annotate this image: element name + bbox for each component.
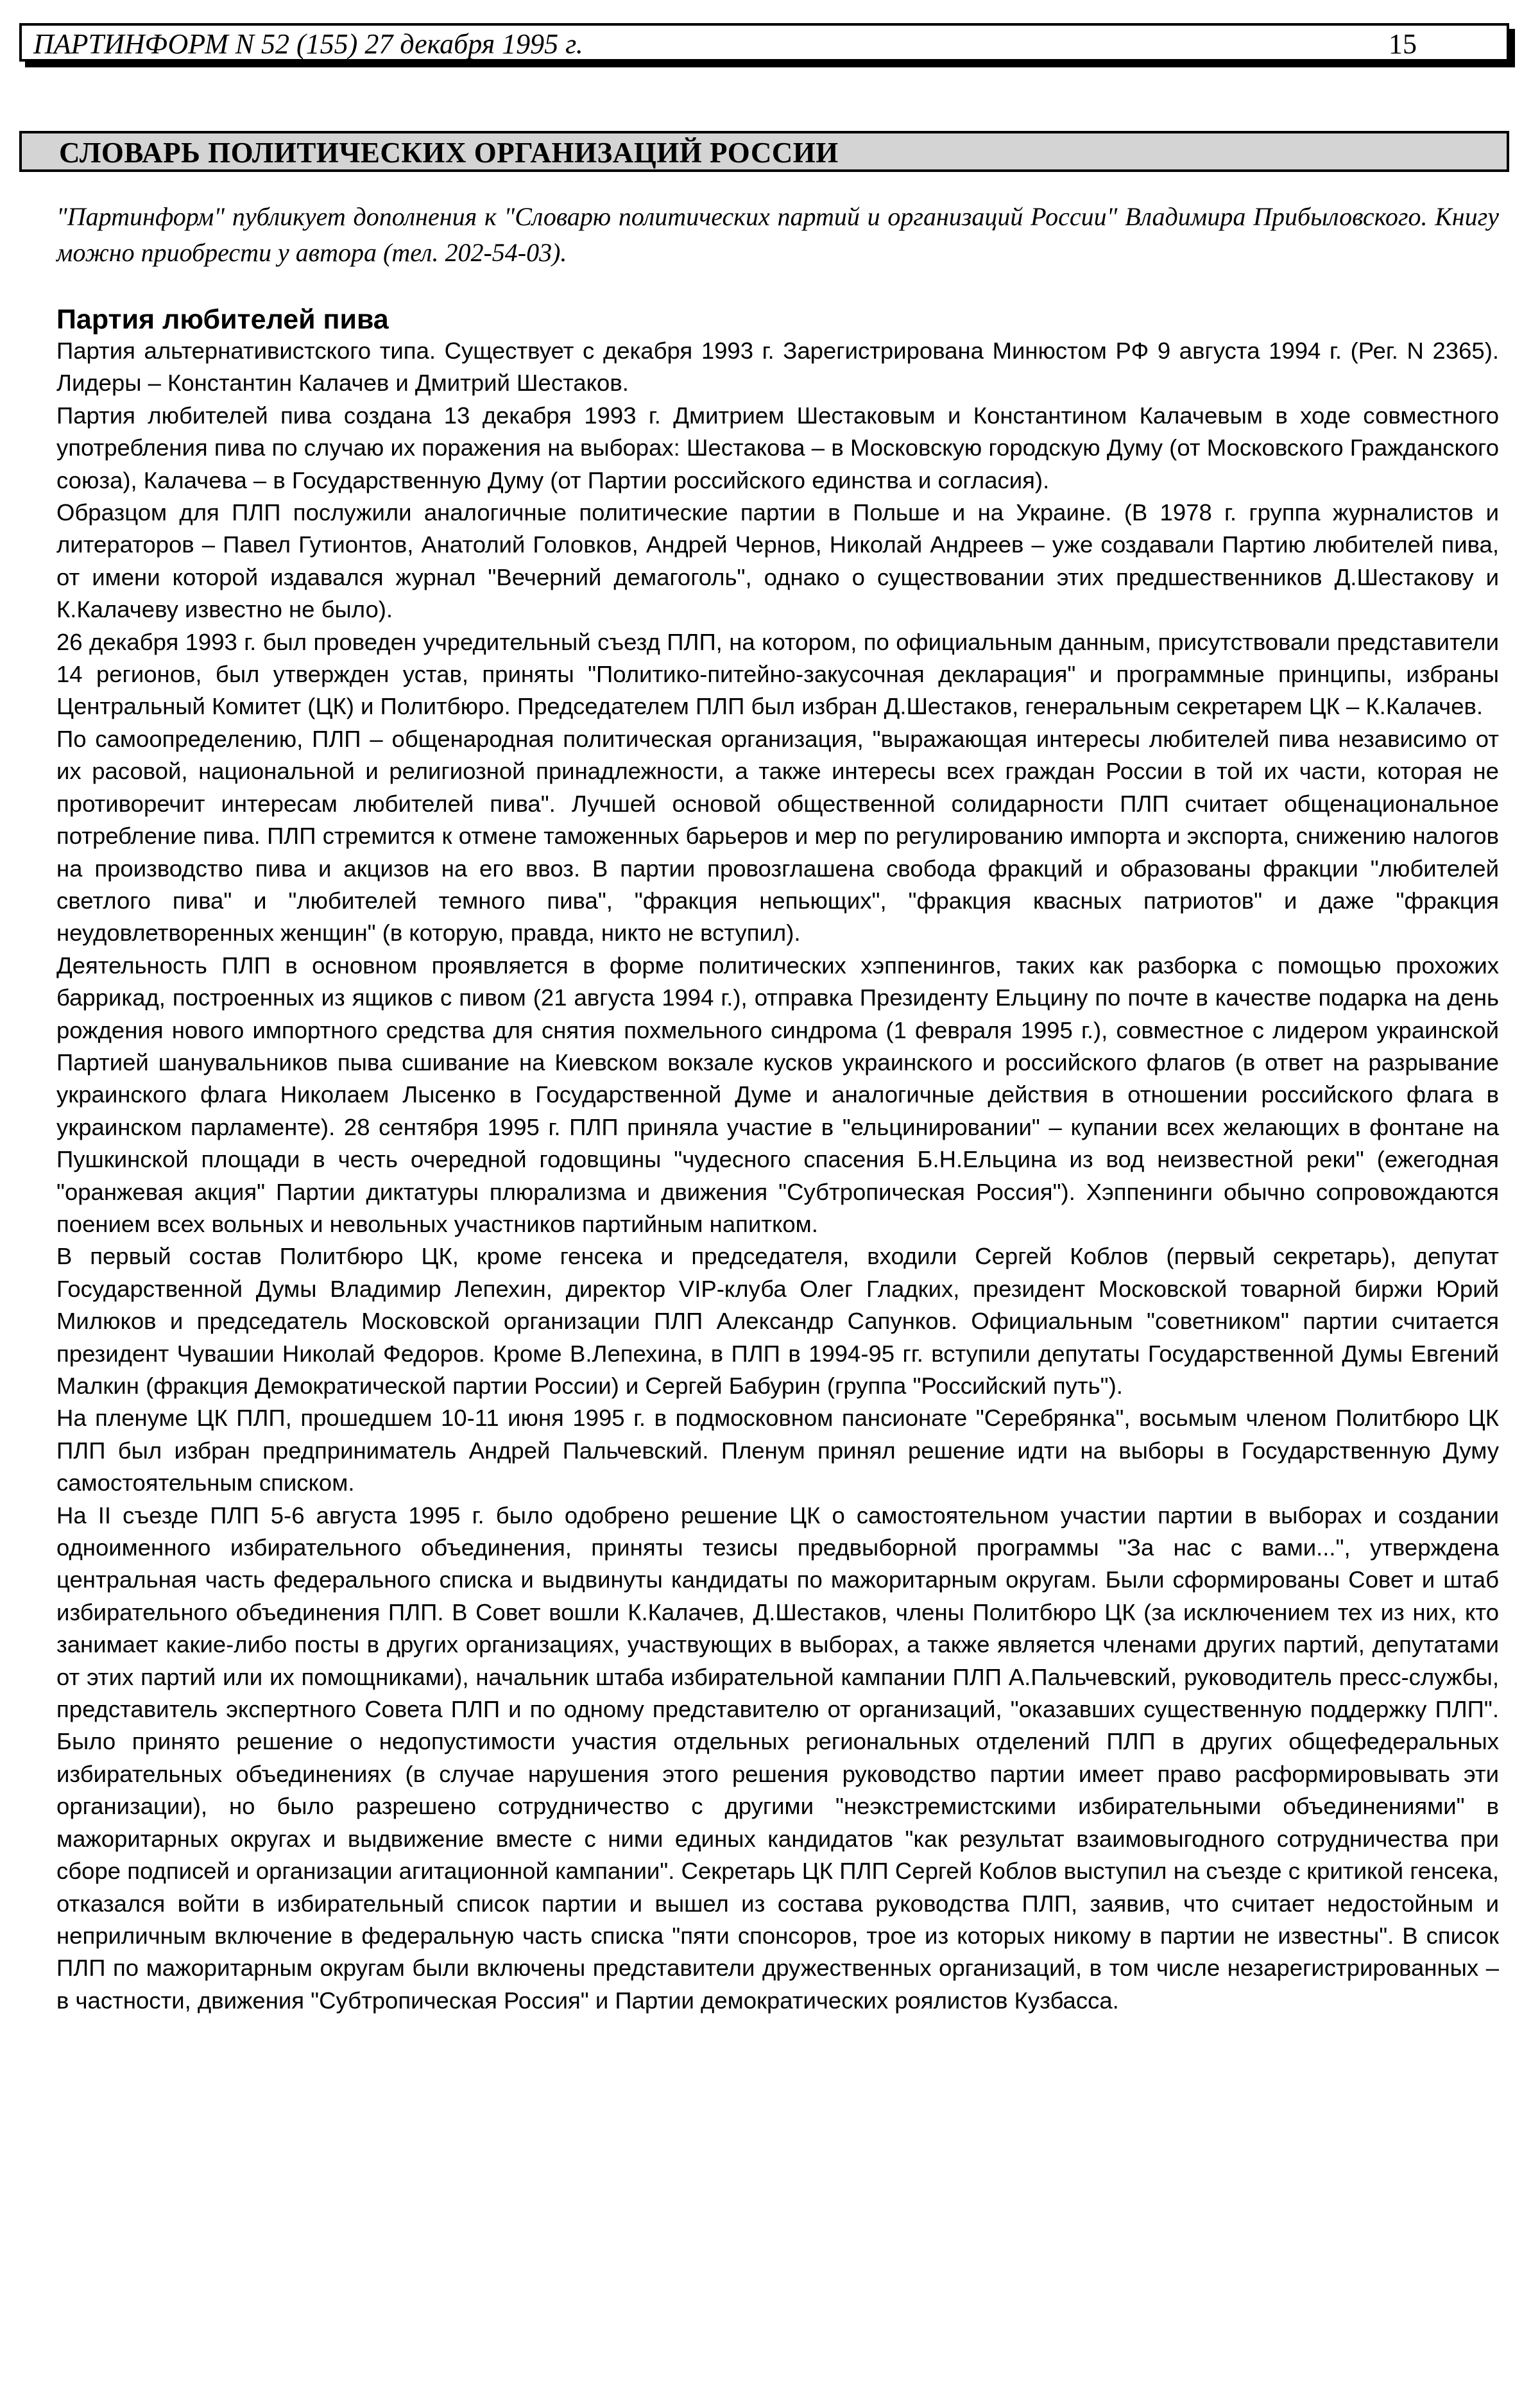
article-paragraph: По самоопределению, ПЛП – общенародная политическая организация, "выражающая интересы любителей пива независимо от их расовой, национальной и религиозной принадлежности, а также интересы всех граждан России в той их части, которая не противоречит интересам любителей пива". Лучшей основой общественной солидарности ПЛП считает общенациональное потребление пива. ПЛП стремится к отмене таможенных барьеров и мер по регулированию импорта и экспорта, снижению налогов на производство пива и акцизов на его ввоз. В партии провозглашена свобода фракций и образованы фракции "любителей светлого пива" и "любителей темного пива", "фракция непьющих", "фракция квасных патриотов" и даже "фракция неудовлетворенных женщин" (в которую, правда, никто не вступил). [56, 725, 1499, 947]
article-title: Партия любителей пива [56, 304, 389, 335]
article-paragraph: Партия любителей пива создана 13 декабря 1993 г. Дмитрием Шестаковым и Константином Калачевым в ходе совместного употребления пива по случаю их поражения на выборах: Шестакова – в Московскую городскую Думу (от Московского Гражданского союза), Калачева – в Государственную Думу (от Партии российского единства и согласия). [56, 402, 1499, 493]
page-number: 15 [1389, 28, 1417, 60]
section-banner [19, 131, 1509, 172]
page-header [19, 23, 1509, 62]
article-paragraph: На пленуме ЦК ПЛП, прошедшем 10-11 июня 1995 г. в подмосковном пансионате "Серебрянка", восьмым членом Политбюро ЦК ПЛП был избран предприниматель Андрей Пальчевский. Пленум принял решение идти на выборы в Государственную Думу самостоятельным списком. [56, 1405, 1499, 1496]
article-paragraph: В первый состав Политбюро ЦК, кроме генсека и председателя, входили Сергей Коблов (первый секретарь), депутат Государственной Думы Владимир Лепехин, директор VIP-клуба Олег Гладких, президент Московской товарной биржи Юрий Милюков и председатель Московской организации ПЛП Александр Сапунков. Официальным "советником" партии считается президент Чувашии Николай Федоров. Кроме В.Лепехина, в ПЛП в 1994-95 гг. вступили депутаты Государственной Думы Евгений Малкин (фракция Демократической партии России) и Сергей Бабурин (группа "Российский путь"). [56, 1243, 1499, 1399]
publication-title: ПАРТИНФОРМ N 52 (155) 27 декабря 1995 г. [33, 28, 583, 60]
article-paragraph: Деятельность ПЛП в основном проявляется в форме политических хэппенингов, таких как разборка с помощью прохожих баррикад, построенных из ящиков с пивом (21 августа 1994 г.), отправка Президенту Ельцину по почте в качестве подарка на день рождения нового импортного средства для снятия похмельного синдрома (1 февраля 1995 г.), совместное с лидером украинской Партией шанувальников пыва сшивание на Киевском вокзале кусков украинского и российского флагов (в ответ на разрывание украинского флага Николаем Лысенко в Государственной Думе и аналогичные действия в отношении российского флага в украинском парламенте). 28 сентября 1995 г. ПЛП приняла участие в "ельцинировании" – купании всех желающих в фонтане на Пушкинской площади в честь очередной годовщины "чудесного спасения Б.Н.Ельцина из вод неизвестной реки" (ежегодная "оранжевая акция" Партии диктатуры плюрализма и движения "Субтропическая Россия"). Хэппенинги обычно сопровождаются поением всех вольных и невольных участников партийным напитком. [56, 952, 1499, 1237]
article-paragraph: На II съезде ПЛП 5-6 августа 1995 г. было одобрено решение ЦК о самостоятельном участии партии в выборах и создании одноименного избирательного объединения, приняты тезисы предвыборной программы "За нас с вами...", утверждена центральная часть федерального списка и выдвинуты кандидаты по мажоритарным округам. Были сформированы Совет и штаб избирательного объединения ПЛП. В Совет вошли К.Калачев, Д.Шестаков, члены Политбюро ЦК (за исключением тех из них, кто занимает какие-либо посты в других организациях, участвующих в выборах, а также является членами других партий, депутатами от этих партий или их помощниками), начальник штаба избирательной кампании ПЛП А.Пальчевский, руководитель пресс-службы, представитель экспертного Совета ПЛП и по одному представителю от организаций, "оказавших существенную поддержку ПЛП". Было принято решение о недопустимости участия отдельных региональных отделений ПЛП в других общефедеральных избирательных объединениях (в случае нарушения этого решения руководство партии имеет право расформировывать эти организации), но было разрешено сотрудничество с другими "неэкстремистскими избирательными объединениями" в мажоритарных округах и выдвижение вместе с ними единых кандидатов "как результат взаимовыгодного сотрудничества при сборе подписей и организации агитационной кампании". Секретарь ЦК ПЛП Сергей Коблов выступил на съезде с критикой генсека, отказался войти в избирательный список партии и вышел из состава руководства ПЛП, заявив, что считает недостойным и неприличным включение в федеральную часть списка "пяти спонсоров, трое из которых никому в партии не известны". В список ПЛП по мажоритарным округам были включены представители дружественных организаций, в том числе незарегистрированных – в частности, движения "Субтропическая Россия" и Партии демократических роялистов Кузбасса. [56, 1502, 1499, 2014]
article-paragraph: Образцом для ПЛП послужили аналогичные политические партии в Польше и на Украине. (В 1978 г. группа журналистов и литераторов – Павел Гутионтов, Анатолий Головков, Андрей Чернов, Николай Андреев – уже создавали Партию любителей пива, от имени которой издавался журнал "Вечерний демагоголь", однако о существовании этих предшественников Д.Шестакову и К.Калачеву известно не было). [56, 499, 1499, 623]
article-paragraph: Партия альтернативистского типа. Существует с декабря 1993 г. Зарегистрирована Минюстом РФ 9 августа 1994 г. (Рег. N 2365). Лидеры – Константин Калачев и Дмитрий Шестаков. [56, 338, 1499, 397]
article-paragraph: 26 декабря 1993 г. был проведен учредительный съезд ПЛП, на котором, по официальным данным, присутствовали представители 14 регионов, был утвержден устав, приняты "Политико-питейно-закусочная декларация" и программные принципы, избраны Центральный Комитет (ЦК) и Политбюро. Председателем ПЛП был избран Д.Шестаков, генеральным секретарем ЦК – К.Калачев. [56, 628, 1499, 720]
section-title: СЛОВАРЬ ПОЛИТИЧЕСКИХ ОРГАНИЗАЦИЙ РОССИИ [59, 137, 839, 169]
article-body [56, 335, 1499, 2017]
intro-note: "Партинформ" публикует дополнения к "Словарю политических партий и организаций России" Владимира Прибыловского. Книгу можно приобрести у автора (тел. 202-54-03). [56, 202, 1499, 267]
